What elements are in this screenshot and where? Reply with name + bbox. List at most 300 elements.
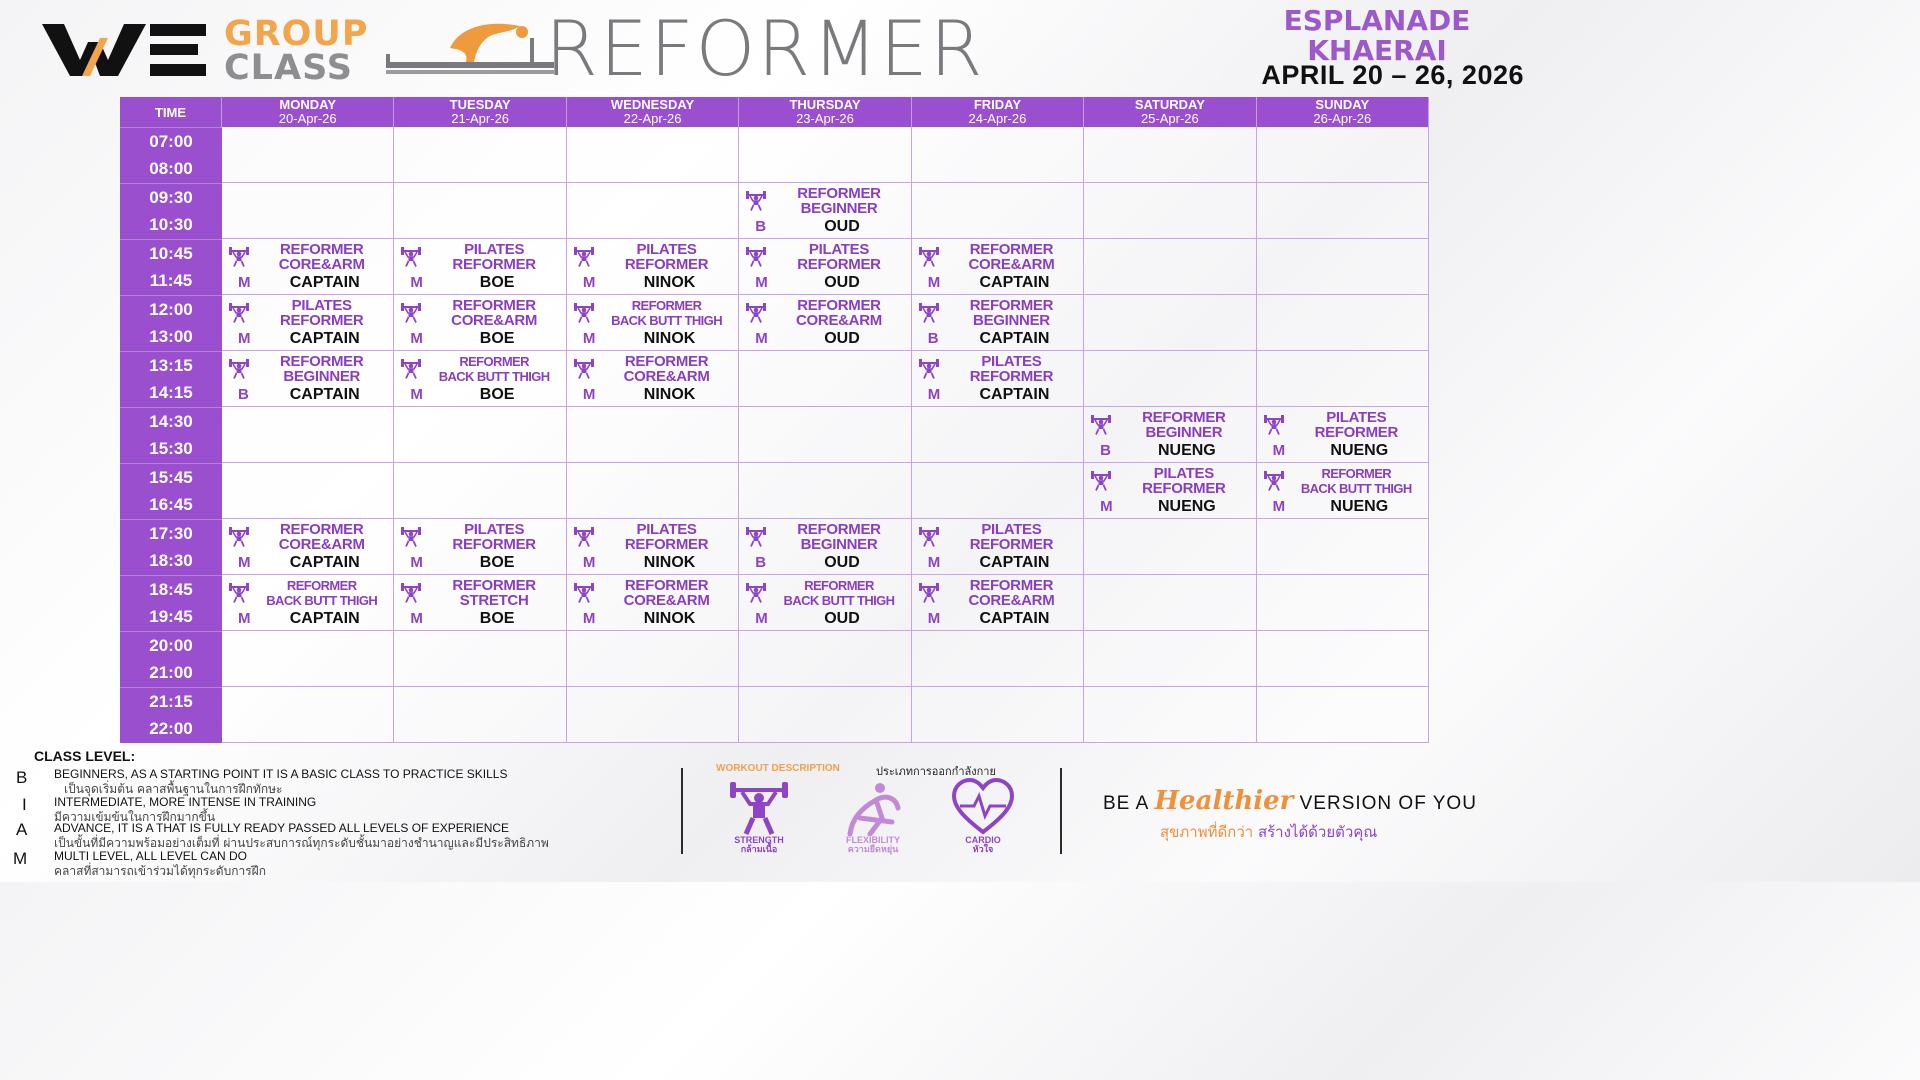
class-entry[interactable] (567, 351, 738, 406)
class-name (769, 186, 908, 216)
level-letter-m: M (13, 849, 28, 868)
schedule-cell (739, 407, 911, 463)
class-entry[interactable] (222, 519, 393, 574)
class-entry[interactable] (912, 295, 1083, 350)
schedule-cell (1257, 631, 1429, 687)
coach-name: OUD (824, 554, 860, 571)
schedule-cell (1257, 351, 1429, 407)
time-end: 14:15 (149, 383, 193, 403)
strength-icon (573, 583, 595, 603)
class-level-badge: M (582, 386, 596, 403)
time-start: 20:00 (149, 635, 193, 655)
footer-divider (1060, 768, 1062, 854)
class-name-line: BACK BUTT THIGH (438, 369, 550, 384)
coach-name: BOE (479, 554, 515, 571)
level-a-description-th: เป็นขั้นที่มีความพร้อมอย่างเต็มที่ ผ่านประสบการณ์ทุกระดับชั้นมาอย่างชำนาญและมีประสิทธิภาพ (54, 836, 549, 850)
time-end: 13:00 (149, 327, 193, 347)
class-level-badge: M (582, 330, 596, 347)
level-a-description: ADVANCE, IT IS A THAT IS FULLY READY PASSED ALL LEVELS OF EXPERIENCE (54, 821, 510, 835)
schedule-cell (739, 687, 911, 743)
class-name-line: REFORMER (452, 536, 536, 553)
time-start: 21:15 (149, 691, 193, 711)
class-name (252, 522, 391, 552)
class-name-line: CORE&ARM (278, 256, 365, 273)
class-name-line: REFORMER (797, 297, 881, 314)
schedule-cell (739, 295, 911, 351)
level-m-description-th: คลาสที่สามารถเข้าร่วมได้ทุกระดับการฝึก (54, 864, 266, 878)
schedule-cell (1084, 183, 1256, 239)
schedule-cell (567, 183, 739, 239)
schedule-cell (912, 575, 1084, 631)
schedule-cell (222, 183, 394, 239)
class-name-line: BACK BUTT THIGH (783, 593, 895, 608)
day-date: 22-Apr-26 (623, 111, 682, 126)
strength-icon (228, 359, 250, 379)
class-name-line: BACK BUTT THIGH (611, 313, 722, 328)
strength-icon (918, 583, 940, 603)
schedule-cell (394, 127, 566, 183)
time-end: 16:45 (149, 495, 193, 515)
strength-icon (400, 583, 422, 603)
day-date: 21-Apr-26 (451, 111, 510, 126)
time-start: 07:00 (149, 131, 193, 151)
class-name (597, 522, 736, 552)
class-level-badge: M (1272, 498, 1286, 515)
strength-icon (228, 527, 250, 547)
class-name (1287, 466, 1426, 496)
schedule-cell (1084, 631, 1256, 687)
day-header (394, 97, 566, 127)
class-name-line: REFORMER (969, 241, 1054, 258)
day-date: 26-Apr-26 (1313, 111, 1372, 126)
schedule-cell (394, 183, 566, 239)
class-level-badge: M (410, 274, 423, 291)
class-entry[interactable] (394, 519, 565, 574)
class-level-badge: M (927, 386, 941, 403)
coach-name: NINOK (643, 554, 696, 571)
class-name-line: STRETCH (459, 592, 529, 609)
schedule-cell (912, 463, 1084, 519)
schedule-cell (394, 687, 566, 743)
class-level-badge: M (1272, 442, 1286, 459)
class-entry[interactable] (567, 519, 738, 574)
coach-name: CAPTAIN (289, 274, 360, 291)
day-header (567, 97, 739, 127)
class-name-line: REFORMER (452, 256, 536, 273)
schedule-cell (567, 407, 739, 463)
schedule-cell (567, 687, 739, 743)
class-name-line: BEGINNER (800, 536, 878, 553)
class-name-line: PILATES (636, 521, 697, 538)
strength-icon (400, 247, 422, 267)
class-name-line: REFORMER (459, 354, 529, 369)
level-letter-i: I (22, 795, 27, 814)
schedule-cell (1257, 519, 1429, 575)
class-entry[interactable] (394, 239, 565, 294)
time-slot (120, 519, 222, 575)
class-entry[interactable] (739, 239, 910, 294)
schedule-cell (222, 127, 394, 183)
day-header (912, 97, 1084, 127)
class-name (424, 522, 563, 552)
coach-name: CAPTAIN (289, 610, 360, 627)
group-text: GROUP (224, 14, 369, 54)
schedule-cell (1084, 407, 1256, 463)
strength-icon (573, 247, 595, 267)
level-letter-b: B (16, 768, 28, 787)
class-name-line: REFORMER (969, 536, 1054, 553)
location (1252, 6, 1502, 66)
class-name-line: PILATES (636, 241, 697, 258)
schedule-cell (912, 687, 1084, 743)
class-name-line: REFORMER (969, 297, 1054, 314)
schedule-cell (222, 239, 394, 295)
class-level-badge: B (755, 554, 767, 571)
time-start: 09:30 (149, 187, 193, 207)
schedule-cell (1084, 239, 1256, 295)
class-level-badge: M (582, 274, 596, 291)
day-header (222, 97, 394, 127)
class-entry[interactable] (912, 351, 1083, 406)
class-name-line: CORE&ARM (968, 592, 1055, 609)
strength-icon (918, 359, 940, 379)
day-name: SATURDAY (1134, 97, 1205, 112)
schedule-cell (394, 295, 566, 351)
class-name (942, 354, 1081, 384)
level-i-description: INTERMEDIATE, MORE INTENSE IN TRAINING (54, 795, 317, 809)
class-name-line: REFORMER (797, 256, 881, 273)
coach-name: BOE (479, 274, 515, 291)
coach-name: NUENG (1157, 498, 1216, 515)
class-name (942, 298, 1081, 328)
schedule-cell (912, 183, 1084, 239)
time-end: 15:30 (149, 439, 193, 459)
class-entry[interactable] (222, 239, 393, 294)
coach-name: BOE (479, 386, 515, 403)
class-name (597, 298, 736, 328)
class-name (942, 578, 1081, 608)
class-name-line: REFORMER (1142, 409, 1226, 426)
schedule-cell (567, 295, 739, 351)
class-entry[interactable] (912, 575, 1083, 630)
class-level-badge: M (927, 554, 941, 571)
class-level-badge: M (238, 274, 251, 291)
class-name-line: REFORMER (279, 353, 364, 370)
day-name: WEDNESDAY (610, 97, 695, 112)
time-start: 15:45 (149, 467, 193, 487)
schedule-cell (912, 519, 1084, 575)
schedule-cell (739, 463, 911, 519)
class-entry[interactable] (912, 519, 1083, 574)
class-name-line: PILATES (808, 241, 870, 258)
slogan-highlight: Healthier (1154, 786, 1294, 816)
class-level-badge: M (927, 274, 941, 291)
schedule-cell (394, 631, 566, 687)
class-level-badge: M (755, 610, 768, 627)
coach-name: CAPTAIN (979, 610, 1050, 627)
schedule-cell (739, 575, 911, 631)
schedule-cell (1084, 687, 1256, 743)
coach-name: NUENG (1157, 442, 1216, 459)
time-slot (120, 127, 222, 183)
schedule-cell (912, 631, 1084, 687)
coach-name: NUENG (1330, 498, 1389, 515)
location-line-2: KHAERAI (1307, 34, 1447, 67)
time-end: 22:00 (149, 719, 193, 739)
day-date: 25-Apr-26 (1140, 111, 1199, 126)
strength-icon (228, 303, 250, 323)
class-name-line: PILATES (1326, 409, 1387, 426)
schedule-cell (394, 351, 566, 407)
level-b-description-th: เป็นจุดเริ่มต้น คลาสพื้นฐานในการฝึกทักษะ (64, 782, 283, 796)
schedule-cell (567, 519, 739, 575)
cardio-label-th: หัวใจ (972, 844, 994, 854)
class-entry[interactable] (222, 575, 393, 630)
time-end: 10:30 (149, 215, 193, 235)
class-name-line: REFORMER (286, 578, 357, 593)
strength-icon (573, 359, 595, 379)
day-date: 23-Apr-26 (796, 111, 854, 126)
coach-name: CAPTAIN (979, 274, 1050, 291)
class-name (252, 242, 391, 272)
class-level-badge: M (755, 330, 768, 347)
coach-name: OUD (824, 610, 860, 627)
class-name-line: PILATES (1153, 465, 1214, 482)
class-level-badge: M (238, 554, 251, 571)
schedule-cell (1084, 127, 1256, 183)
class-level-badge: B (755, 218, 767, 235)
schedule-cell (912, 407, 1084, 463)
strength-icon (745, 247, 767, 267)
page-title: REFORMER (545, 4, 985, 93)
strength-icon (745, 527, 767, 547)
class-level-badge: M (1100, 498, 1113, 515)
class-level-badge: M (582, 554, 596, 571)
class-name-line: BEGINNER (973, 312, 1050, 329)
flexibility-label (818, 836, 928, 854)
class-name-line: REFORMER (1314, 424, 1398, 441)
coach-name: NINOK (643, 386, 696, 403)
class-level-badge: B (1100, 442, 1111, 459)
class-text: CLASS (224, 48, 353, 88)
class-name-line: BEGINNER (800, 200, 878, 217)
strength-icon (728, 778, 790, 836)
flexibility-label-en: FLEXIBILITY (846, 835, 900, 845)
class-name-line: REFORMER (969, 368, 1054, 385)
class-name-line: CORE&ARM (623, 368, 710, 385)
class-entry[interactable] (739, 183, 910, 238)
class-entry[interactable] (739, 295, 910, 350)
class-level-badge: M (410, 554, 423, 571)
class-level-badge: B (238, 386, 249, 403)
class-entry[interactable] (1257, 407, 1428, 462)
location-line-1: ESPLANADE (1283, 4, 1471, 37)
class-level-badge: M (582, 610, 596, 627)
class-name-line: CORE&ARM (796, 312, 882, 329)
strength-icon (573, 527, 595, 547)
schedule-cell (567, 575, 739, 631)
slogan (1103, 786, 1533, 816)
schedule-cell (739, 631, 911, 687)
cardio-label (928, 836, 1038, 854)
schedule-cell (222, 407, 394, 463)
schedule-cell (912, 239, 1084, 295)
level-i-description-th: มีความเข้มข้นในการฝึกมากขึ้น (54, 810, 216, 824)
schedule-cell (222, 687, 394, 743)
class-name-line: REFORMER (279, 521, 364, 538)
workout-description-title: WORKOUT DESCRIPTION (716, 763, 840, 774)
class-name-line: REFORMER (797, 521, 881, 538)
schedule-cell (394, 575, 566, 631)
class-name-line: PILATES (981, 521, 1042, 538)
time-slot (120, 183, 222, 239)
class-name-line: REFORMER (624, 256, 709, 273)
time-slot (120, 575, 222, 631)
class-entry[interactable] (739, 519, 910, 574)
class-level-badge: M (410, 386, 423, 403)
class-name-line: REFORMER (279, 241, 364, 258)
schedule-cell (567, 463, 739, 519)
class-name (597, 578, 736, 608)
class-name (769, 298, 908, 328)
class-level-badge: M (238, 330, 251, 347)
schedule-cell (1257, 575, 1429, 631)
schedule-cell (567, 351, 739, 407)
schedule-cell (1257, 239, 1429, 295)
level-m-description: MULTI LEVEL, ALL LEVEL CAN DO (54, 849, 247, 863)
day-header (1084, 97, 1256, 127)
class-entry[interactable] (567, 239, 738, 294)
timetable (120, 97, 1429, 743)
schedule-cell (394, 407, 566, 463)
schedule-cell (739, 127, 911, 183)
class-name-line: BACK BUTT THIGH (1300, 481, 1412, 496)
class-entry[interactable] (1084, 463, 1255, 518)
coach-name: OUD (824, 330, 860, 347)
class-entry[interactable] (567, 575, 738, 630)
strength-icon (1263, 415, 1285, 435)
class-name (769, 242, 908, 272)
class-name (424, 578, 563, 608)
class-name-line: REFORMER (1321, 466, 1392, 481)
coach-name: OUD (824, 218, 860, 235)
class-entry[interactable] (912, 239, 1083, 294)
slogan-post: VERSION OF YOU (1293, 793, 1477, 814)
time-slot (120, 631, 222, 687)
reformer-machine-icon (380, 18, 560, 80)
class-name-line: PILATES (464, 521, 525, 538)
class-name (252, 298, 391, 328)
coach-name: OUD (824, 274, 860, 291)
strength-icon (1090, 415, 1112, 435)
class-name (769, 522, 908, 552)
class-entry[interactable] (567, 295, 738, 350)
strength-icon (745, 303, 767, 323)
class-name-line: CORE&ARM (278, 536, 365, 553)
coach-name: CAPTAIN (979, 386, 1050, 403)
time-slot (120, 407, 222, 463)
class-name (942, 242, 1081, 272)
class-name-line: BACK BUTT THIGH (266, 593, 378, 608)
schedule-cell (222, 295, 394, 351)
class-name (942, 522, 1081, 552)
schedule-cell (567, 631, 739, 687)
class-entry[interactable] (1084, 407, 1255, 462)
schedule-cell (222, 631, 394, 687)
class-name (597, 354, 736, 384)
time-start: 17:30 (149, 523, 193, 543)
coach-name: BOE (479, 330, 515, 347)
slogan-th-part-2: สร้างได้ด้วยตัวคุณ (1253, 823, 1378, 841)
class-name (1114, 466, 1253, 496)
class-entry[interactable] (739, 575, 910, 630)
time-end: 08:00 (149, 159, 193, 179)
class-name (1114, 410, 1253, 440)
class-name-line: PILATES (464, 241, 525, 258)
class-name-line: PILATES (291, 297, 352, 314)
class-entry[interactable] (222, 351, 393, 406)
class-entry[interactable] (1257, 463, 1428, 518)
schedule-cell (1084, 351, 1256, 407)
time-slot (120, 239, 222, 295)
coach-name: NUENG (1330, 442, 1389, 459)
strength-icon (1263, 471, 1285, 491)
schedule-cell (1084, 463, 1256, 519)
schedule-cell (394, 239, 566, 295)
cardio-icon (952, 778, 1014, 836)
day-header (1257, 97, 1429, 127)
time-end: 19:45 (149, 607, 193, 627)
schedule-cell (222, 575, 394, 631)
schedule-cell (567, 239, 739, 295)
coach-name: CAPTAIN (289, 554, 360, 571)
day-date: 24-Apr-26 (968, 111, 1027, 126)
schedule-cell (1257, 687, 1429, 743)
schedule-cell (1084, 295, 1256, 351)
strength-label-en: STRENGTH (734, 835, 784, 845)
schedule-cell (1257, 463, 1429, 519)
strength-icon (745, 583, 767, 603)
coach-name: NINOK (643, 610, 696, 627)
day-name: TUESDAY (449, 97, 511, 112)
class-name (1287, 410, 1426, 440)
class-name-line: REFORMER (624, 577, 709, 594)
schedule-cell (912, 127, 1084, 183)
time-end: 11:45 (149, 271, 193, 291)
flexibility-label-th: ความยืดหยุ่น (847, 844, 899, 854)
time-slot (120, 463, 222, 519)
coach-name: CAPTAIN (979, 554, 1050, 571)
class-entry[interactable] (394, 575, 565, 630)
time-start: 14:30 (149, 411, 193, 431)
strength-icon (918, 527, 940, 547)
coach-name: NINOK (643, 330, 696, 347)
class-entry[interactable] (222, 295, 393, 350)
schedule-cell (222, 519, 394, 575)
coach-name: BOE (479, 610, 515, 627)
time-slot (120, 351, 222, 407)
class-name-line: REFORMER (624, 353, 709, 370)
class-name-line: REFORMER (804, 578, 874, 593)
coach-name: NINOK (643, 274, 696, 291)
class-name (252, 354, 391, 384)
class-entry[interactable] (394, 351, 565, 406)
cardio-label-en: CARDIO (965, 835, 1001, 845)
schedule-cell (912, 295, 1084, 351)
schedule-cell (739, 183, 911, 239)
day-date: 20-Apr-26 (278, 111, 337, 126)
class-entry[interactable] (394, 295, 565, 350)
